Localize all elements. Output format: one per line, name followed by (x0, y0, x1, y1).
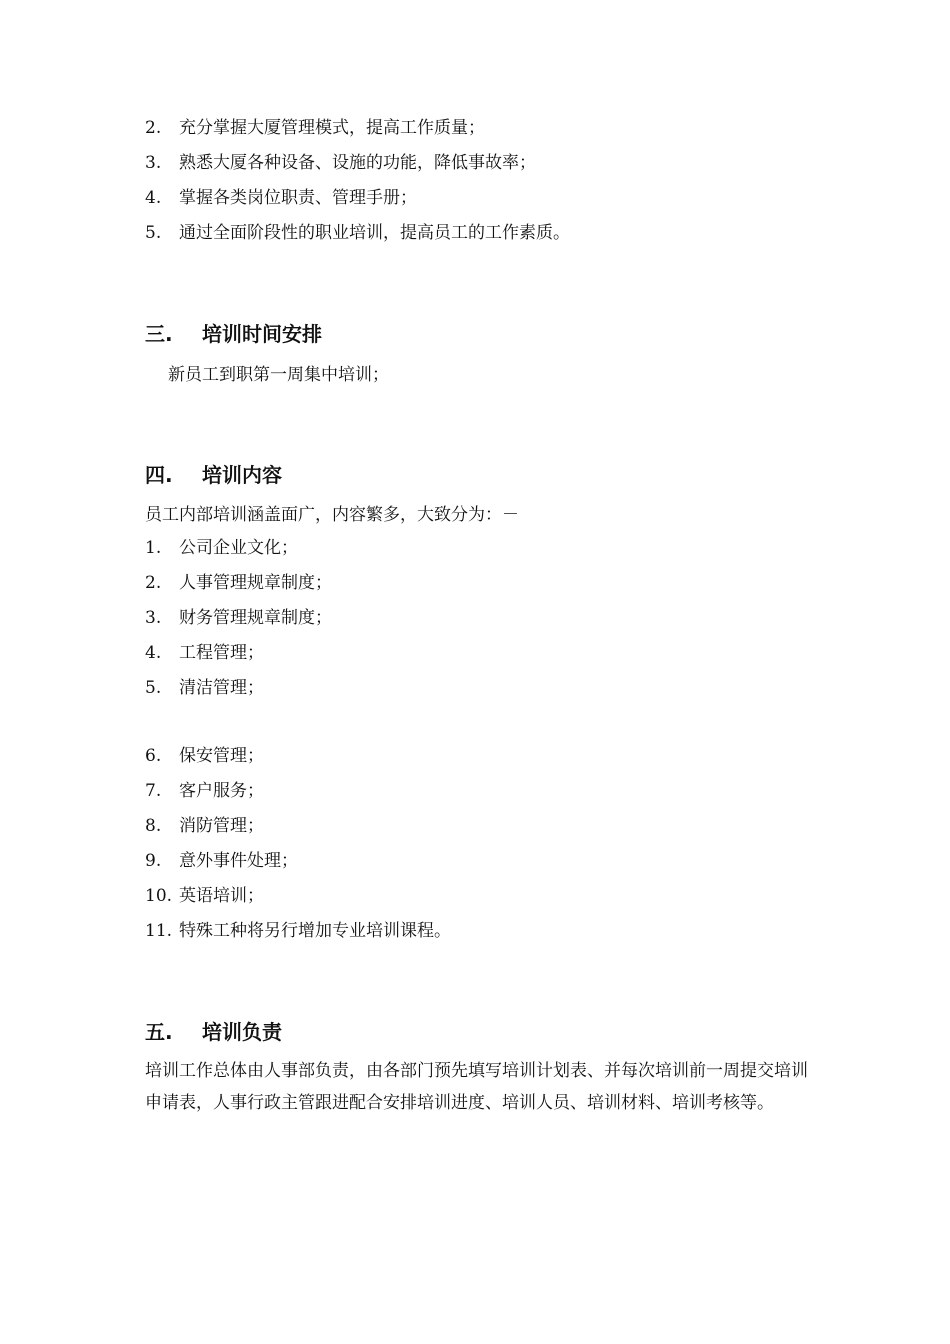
list-text: 工程管理； (179, 643, 264, 663)
list-item (145, 186, 417, 210)
list-text: 掌握各类岗位职责、管理手册； (179, 188, 417, 208)
list-number: 5. (145, 223, 162, 243)
section-heading-4 (145, 461, 282, 489)
section-number: 五. (145, 1020, 173, 1044)
list-item (145, 676, 264, 700)
list-text: 客户服务； (179, 781, 264, 801)
list-number: 3. (145, 153, 162, 173)
list-number: 11. (145, 921, 173, 941)
section-title: 培训时间安排 (202, 322, 322, 346)
list-item (145, 919, 451, 943)
list-item (145, 641, 264, 665)
list-number: 8. (145, 816, 162, 836)
list-item (145, 606, 332, 630)
list-text: 人事管理规章制度； (179, 573, 332, 593)
section-title: 培训负责 (202, 1020, 282, 1044)
list-text: 意外事件处理； (179, 851, 298, 871)
section-number: 三. (145, 322, 173, 346)
list-text: 充分掌握大厦管理模式，提高工作质量； (179, 118, 485, 138)
list-item (145, 151, 536, 175)
list-number: 2. (145, 118, 162, 138)
list-text: 公司企业文化； (179, 538, 298, 558)
list-item (145, 536, 298, 560)
list-number: 2. (145, 573, 162, 593)
list-text: 熟悉大厦各种设备、设施的功能，降低事故率； (179, 153, 536, 173)
list-number: 6. (145, 746, 162, 766)
list-number: 1. (145, 538, 162, 558)
list-number: 4. (145, 643, 162, 663)
list-item (145, 571, 332, 595)
list-text: 财务管理规章制度； (179, 608, 332, 628)
list-item (145, 744, 264, 768)
section-body: 新员工到职第一周集中培训； (168, 365, 389, 385)
list-number: 10. (145, 886, 173, 906)
list-number: 3. (145, 608, 162, 628)
list-item (145, 221, 570, 245)
list-item (145, 849, 298, 873)
list-text: 英语培训； (179, 886, 264, 906)
list-text: 特殊工种将另行增加专业培训课程。 (179, 921, 451, 941)
section-heading-3 (145, 320, 322, 348)
list-number: 5. (145, 678, 162, 698)
section-body: 培训工作总体由人事部负责，由各部门预先填写培训计划表、并每次培训前一周提交培训申请表，人事行政主管跟进配合安排培训进度、培训人员、培训材料、培训考核等。 (145, 1061, 808, 1113)
section-intro: 员工内部培训涵盖面广，内容繁多，大致分为：－ (145, 505, 519, 525)
list-number: 9. (145, 851, 162, 871)
list-text: 保安管理； (179, 746, 264, 766)
list-text: 清洁管理； (179, 678, 264, 698)
list-text: 通过全面阶段性的职业培训，提高员工的工作素质。 (179, 223, 570, 243)
list-number: 7. (145, 781, 162, 801)
list-item (145, 814, 264, 838)
section-title: 培训内容 (202, 463, 282, 487)
list-item (145, 779, 264, 803)
list-text: 消防管理； (179, 816, 264, 836)
section-heading-5 (145, 1018, 282, 1046)
section-number: 四. (145, 463, 173, 487)
list-number: 4. (145, 188, 162, 208)
list-item (145, 884, 264, 908)
list-item (145, 116, 485, 140)
